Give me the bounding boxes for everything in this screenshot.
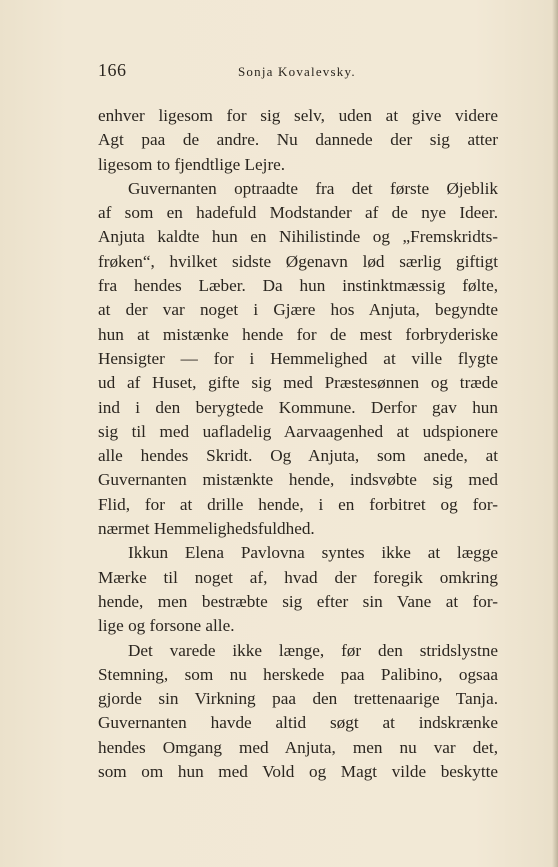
text-line: fra hendes Læber. Da hun instinktmæssig følte,	[98, 276, 498, 296]
text-line: Hensigter — for i Hemmelighed at ville flygte	[98, 348, 498, 368]
text-line: Guvernanten optraadte fra det første Øjeblik	[128, 178, 498, 198]
text-line: enhver ligesom for sig selv, uden at give videre	[98, 106, 498, 125]
text-line: hendes Omgang med Anjuta, men nu var det,	[98, 737, 498, 757]
text-line: Agt paa de andre. Nu dannede der sig atter	[98, 130, 498, 150]
text-line: sig til med uafladelig Aarvaagenhed at udspionere	[98, 421, 498, 441]
text-line: alle hendes Skridt. Og Anjuta, som anede, at	[98, 446, 498, 466]
body-text	[98, 104, 498, 784]
text-line: Anjuta kaldte hun en Nihilistinde og „Fremskridts-	[98, 227, 498, 247]
page-header	[98, 60, 498, 82]
text-line: lige og forsone alle.	[98, 616, 235, 636]
text-line: hun at mistænke hende for de mest forbryderiske	[98, 324, 498, 344]
text-line: frøken“, hvilket sidste Øgenavn lød særlig giftigt	[98, 251, 498, 271]
text-line: Ikkun Elena Pavlovna syntes ikke at lægge	[128, 543, 498, 563]
page-number: 166	[98, 60, 127, 80]
text-line: Mærke til noget af, hvad der foregik omkring	[98, 567, 498, 587]
text-line: nærmet Hemmelighedsfuldhed.	[98, 519, 315, 539]
text-line: hende, men bestræbte sig efter sin Vane at for-	[98, 591, 498, 611]
text-line: ud af Huset, gifte sig med Præstesønnen og træde	[98, 373, 498, 393]
text-line: at der var noget i Gjære hos Anjuta, begyndte	[98, 300, 498, 320]
text-line: Stemning, som nu herskede paa Palibino, ogsaa	[98, 664, 498, 684]
text-line: ind i den berygtede Kommune. Derfor gav hun	[98, 397, 498, 417]
page-edge-shadow	[552, 0, 558, 867]
text-line: af som en hadefuld Modstander af de nye Ideer.	[98, 203, 498, 223]
text-line: som om hun med Vold og Magt vilde beskytte	[98, 762, 498, 782]
text-line: gjorde sin Virkning paa den trettenaarige Tanja.	[98, 689, 498, 709]
text-line: Flid, for at drille hende, i en forbitret og for-	[98, 494, 498, 514]
text-line: ligesom to fjendtlige Lejre.	[98, 154, 286, 174]
text-line: Guvernanten mistænkte hende, indsvøbte sig med	[98, 470, 498, 490]
running-head: Sonja Kovalevsky.	[238, 64, 356, 79]
text-line: Det varede ikke længe, før den stridslystne	[128, 640, 498, 660]
text-line: Guvernanten havde altid søgt at indskrænke	[98, 713, 498, 733]
